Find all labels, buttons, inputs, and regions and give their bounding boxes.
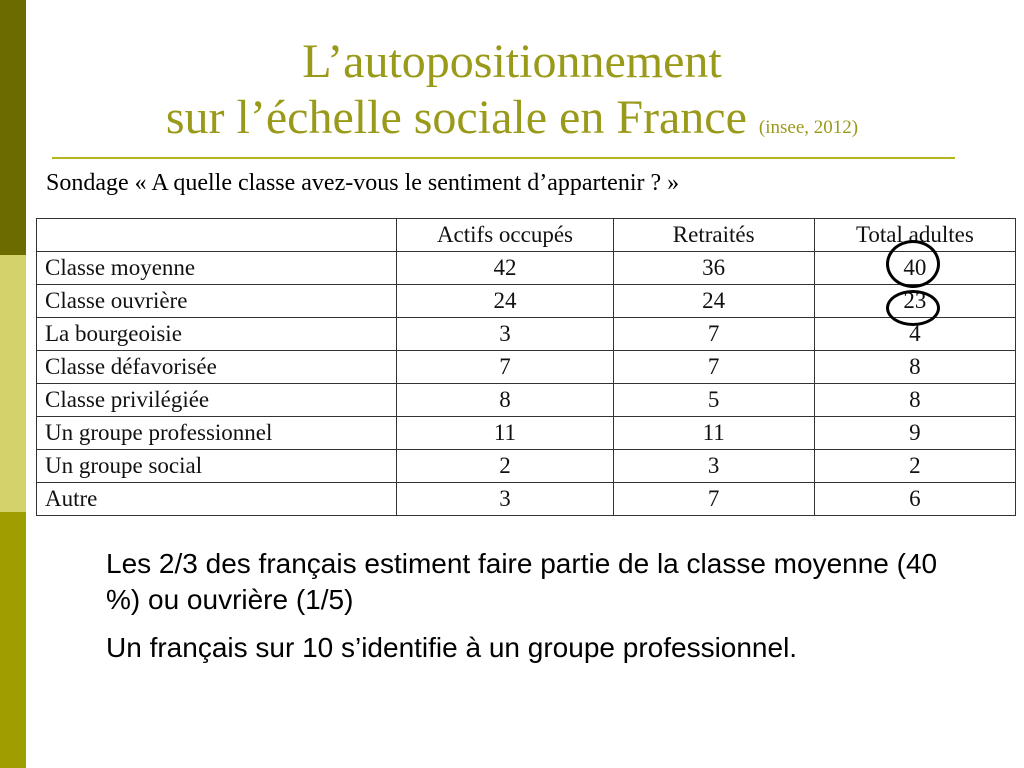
row-label: Un groupe professionnel bbox=[37, 417, 397, 450]
row-label: Classe privilégiée bbox=[37, 384, 397, 417]
table-cell: 36 bbox=[613, 252, 814, 285]
table-header-cell: Retraités bbox=[613, 219, 814, 252]
table-cell: 3 bbox=[397, 483, 613, 516]
table-cell: 23 bbox=[814, 285, 1015, 318]
highlight-circle-classe-ouvriere bbox=[886, 290, 940, 326]
highlight-circle-classe-moyenne bbox=[886, 240, 940, 288]
survey-question: Sondage « A quelle classe avez-vous le sentiment d’appartenir ? » bbox=[46, 170, 680, 196]
side-accent-bar bbox=[0, 0, 26, 768]
table-row bbox=[37, 351, 1016, 384]
table-row bbox=[37, 450, 1016, 483]
table-row bbox=[37, 252, 1016, 285]
table-cell: 4 bbox=[814, 318, 1015, 351]
row-label: La bourgeoisie bbox=[37, 318, 397, 351]
table-cell: 42 bbox=[397, 252, 613, 285]
table-cell: 9 bbox=[814, 417, 1015, 450]
table-row bbox=[37, 483, 1016, 516]
table-cell: 2 bbox=[397, 450, 613, 483]
row-label: Autre bbox=[37, 483, 397, 516]
table-cell: 3 bbox=[613, 450, 814, 483]
body-paragraph-1: Les 2/3 des français estiment faire partie de la classe moyenne (40 %) ou ouvrière (1/5) bbox=[106, 548, 938, 615]
row-label: Classe défavorisée bbox=[37, 351, 397, 384]
table-cell: 24 bbox=[613, 285, 814, 318]
row-label: Classe moyenne bbox=[37, 252, 397, 285]
title-line-2-text: sur l’échelle sociale en France bbox=[165, 91, 747, 144]
table-header-cell: Actifs occupés bbox=[397, 219, 613, 252]
table-row bbox=[37, 318, 1016, 351]
table-cell: 40 bbox=[814, 252, 1015, 285]
table-cell: 6 bbox=[814, 483, 1015, 516]
row-label: Classe ouvrière bbox=[37, 285, 397, 318]
table-cell: 11 bbox=[397, 417, 613, 450]
slide-title bbox=[60, 34, 964, 156]
table-cell: 7 bbox=[613, 483, 814, 516]
table-cell: 11 bbox=[613, 417, 814, 450]
table-row bbox=[37, 285, 1016, 318]
side-bar-light-segment bbox=[0, 255, 26, 512]
title-line-2 bbox=[60, 90, 964, 156]
table-header-cell: Total adultes bbox=[814, 219, 1015, 252]
table-row bbox=[37, 417, 1016, 450]
table-cell: 5 bbox=[613, 384, 814, 417]
table-cell: 7 bbox=[613, 351, 814, 384]
side-bar-dark-segment bbox=[0, 0, 26, 255]
table-header-cell bbox=[37, 219, 397, 252]
row-label: Un groupe social bbox=[37, 450, 397, 483]
table-cell: 8 bbox=[814, 351, 1015, 384]
side-bar-mid-segment bbox=[0, 512, 26, 768]
table-cell: 7 bbox=[397, 351, 613, 384]
table-row bbox=[37, 384, 1016, 417]
table-cell: 8 bbox=[397, 384, 613, 417]
slide-body bbox=[106, 546, 966, 678]
table-cell: 3 bbox=[397, 318, 613, 351]
body-paragraph-2: Un français sur 10 s’identifie à un groupe professionnel. bbox=[106, 632, 798, 663]
table-cell: 7 bbox=[613, 318, 814, 351]
title-source: (insee, 2012) bbox=[758, 117, 859, 138]
title-line-1: L’autopositionnement bbox=[302, 35, 722, 88]
table-cell: 8 bbox=[814, 384, 1015, 417]
table-header-row bbox=[37, 219, 1016, 252]
survey-table bbox=[36, 218, 1016, 516]
table-cell: 24 bbox=[397, 285, 613, 318]
table-cell: 2 bbox=[814, 450, 1015, 483]
title-underline bbox=[52, 157, 955, 159]
